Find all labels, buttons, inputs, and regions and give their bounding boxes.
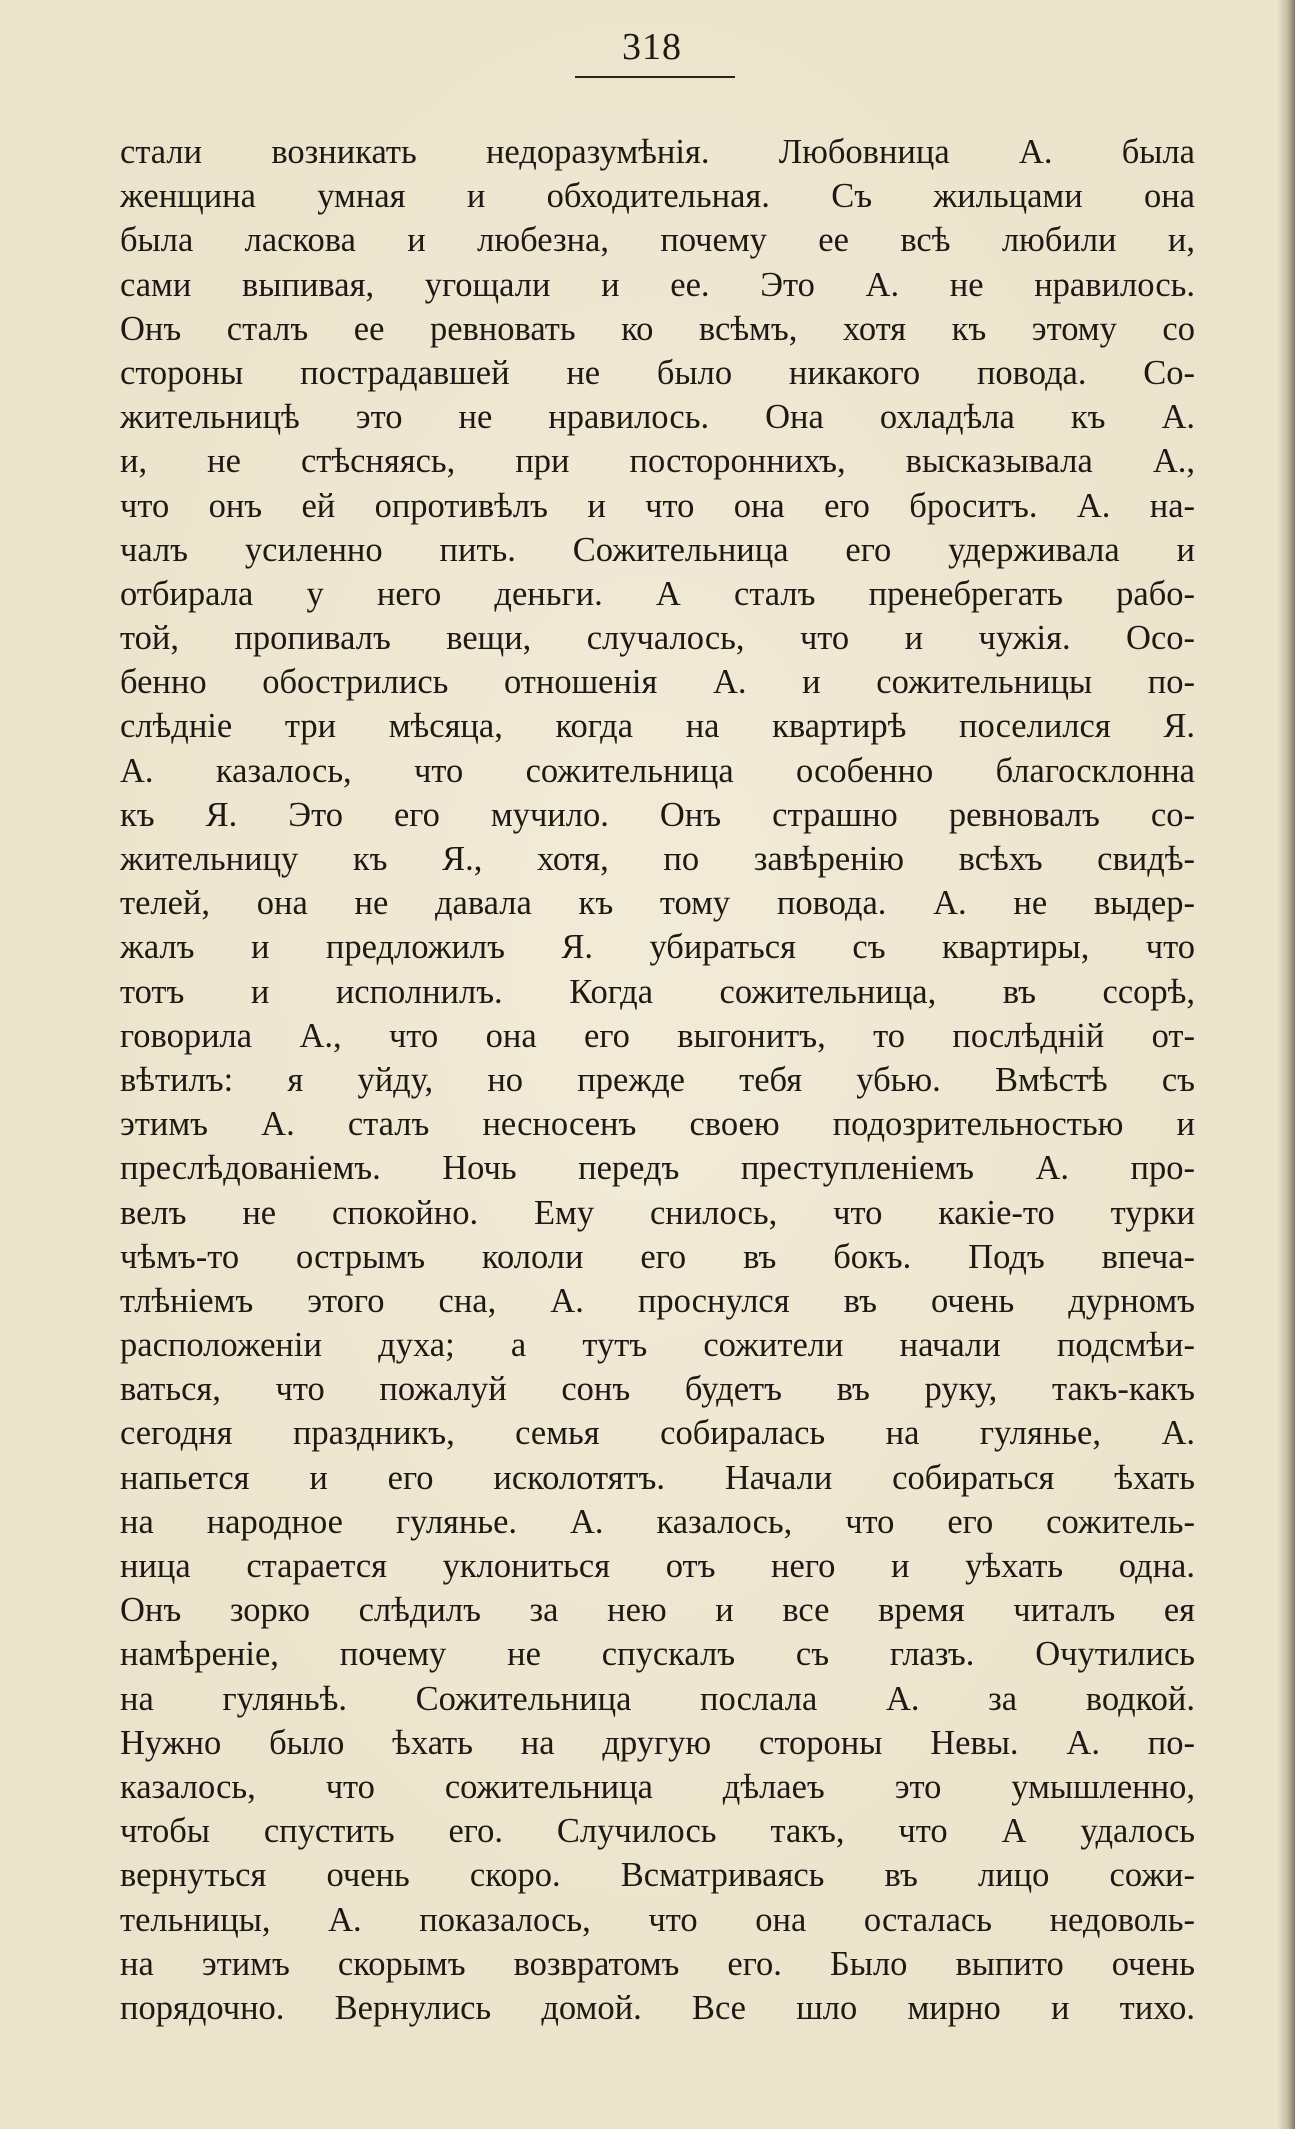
- text-line: и, не стѣсняясь, при постороннихъ, высказывала А.,: [120, 442, 1195, 481]
- text-line: отбирала у него деньги. А сталъ пренебрегать рабо-: [120, 574, 1195, 613]
- text-line: напьется и его исколотятъ. Начали собираться ѣхать: [120, 1458, 1195, 1497]
- text-line: чтобы спустить его. Случилось такъ, что А удалось: [120, 1812, 1195, 1851]
- text-line: жалъ и предложилъ Я. убираться съ квартиры, что: [120, 928, 1195, 967]
- text-line: преслѣдованіемъ. Ночь передъ преступленіемъ А. про-: [120, 1149, 1195, 1188]
- text-line: женщина умная и обходительная. Съ жильцами она: [120, 177, 1195, 216]
- page-number-rule: [575, 76, 735, 78]
- text-line: слѣдніе три мѣсяца, когда на квартирѣ поселился Я.: [120, 707, 1195, 746]
- text-line: телей, она не давала къ тому повода. А. не выдер-: [120, 884, 1195, 923]
- text-line: Нужно было ѣхать на другую стороны Невы. А. по-: [120, 1723, 1195, 1762]
- text-line: жительницѣ это не нравилось. Она охладѣла къ А.: [120, 398, 1195, 437]
- text-line: чѣмъ-то острымъ кололи его въ бокъ. Подъ впеча-: [120, 1237, 1195, 1276]
- page-number: 318: [622, 26, 682, 68]
- text-line: А. казалось, что сожительница особенно благосклонна: [120, 751, 1195, 790]
- text-line: на народное гулянье. А. казалось, что его сожитель-: [120, 1502, 1195, 1541]
- text-line: стали возникать недоразумѣнія. Любовница А. была: [120, 133, 1195, 171]
- text-line: сегодня праздникъ, семья собиралась на гулянье, А.: [120, 1414, 1195, 1453]
- text-line: расположеніи духа; а тутъ сожители начали подсмѣи-: [120, 1326, 1195, 1365]
- text-line: на этимъ скорымъ возвратомъ его. Было выпито очень: [120, 1944, 1195, 1983]
- body-text: [120, 130, 1195, 2030]
- text-line: была ласкова и любезна, почему ее всѣ любили и,: [120, 221, 1195, 260]
- page-edge-shadow: [1277, 0, 1295, 2129]
- text-line: что онъ ей опротивѣлъ и что она его броситъ. А. на-: [120, 486, 1195, 525]
- text-line: къ Я. Это его мучило. Онъ страшно ревновалъ со-: [120, 795, 1195, 834]
- text-line: намѣреніе, почему не спускалъ съ глазъ. Очутились: [120, 1635, 1195, 1674]
- text-line: тлѣніемъ этого сна, А. проснулся въ очень дурномъ: [120, 1281, 1195, 1320]
- text-line: этимъ А. сталъ несносенъ своею подозрительностью и: [120, 1105, 1195, 1144]
- text-line: ваться, что пожалуй сонъ будетъ въ руку, такъ-какъ: [120, 1370, 1195, 1409]
- text-line: Онъ сталъ ее ревновать ко всѣмъ, хотя къ этому со: [120, 309, 1195, 348]
- text-line: вѣтилъ: я уйду, но прежде тебя убью. Вмѣстѣ съ: [120, 1060, 1195, 1099]
- text-line: тотъ и исполнилъ. Когда сожительница, въ ссорѣ,: [120, 972, 1195, 1011]
- text-line: тельницы, А. показалось, что она осталась недоволь-: [120, 1900, 1195, 1939]
- text-line: говорила А., что она его выгонитъ, то послѣдній от-: [120, 1016, 1195, 1055]
- text-line: бенно обострились отношенія А. и сожительницы по-: [120, 663, 1195, 702]
- text-line: Онъ зорко слѣдилъ за нею и все время читалъ ея: [120, 1591, 1195, 1630]
- text-line: на гуляньѣ. Сожительница послала А. за водкой.: [120, 1679, 1195, 1718]
- text-line: вернуться очень скоро. Всматриваясь въ лицо сожи-: [120, 1856, 1195, 1895]
- text-line: стороны пострадавшей не было никакого повода. Со-: [120, 353, 1195, 392]
- text-line: той, пропивалъ вещи, случалось, что и чужія. Осо-: [120, 619, 1195, 658]
- text-line: жительницу къ Я., хотя, по завѣренію всѣхъ свидѣ-: [120, 840, 1195, 878]
- text-line: чалъ усиленно пить. Сожительница его удерживала и: [120, 530, 1195, 569]
- text-line: сами выпивая, угощали и ее. Это А. не нравилось.: [120, 265, 1195, 304]
- text-line: порядочно. Вернулись домой. Все шло мирно и тихо.: [120, 1988, 1195, 2027]
- text-line: велъ не спокойно. Ему снилось, что какіе-то турки: [120, 1193, 1195, 1232]
- text-line: казалось, что сожительница дѣлаеъ это умышленно,: [120, 1767, 1195, 1806]
- text-line: ница старается уклониться отъ него и уѣхать одна.: [120, 1547, 1195, 1585]
